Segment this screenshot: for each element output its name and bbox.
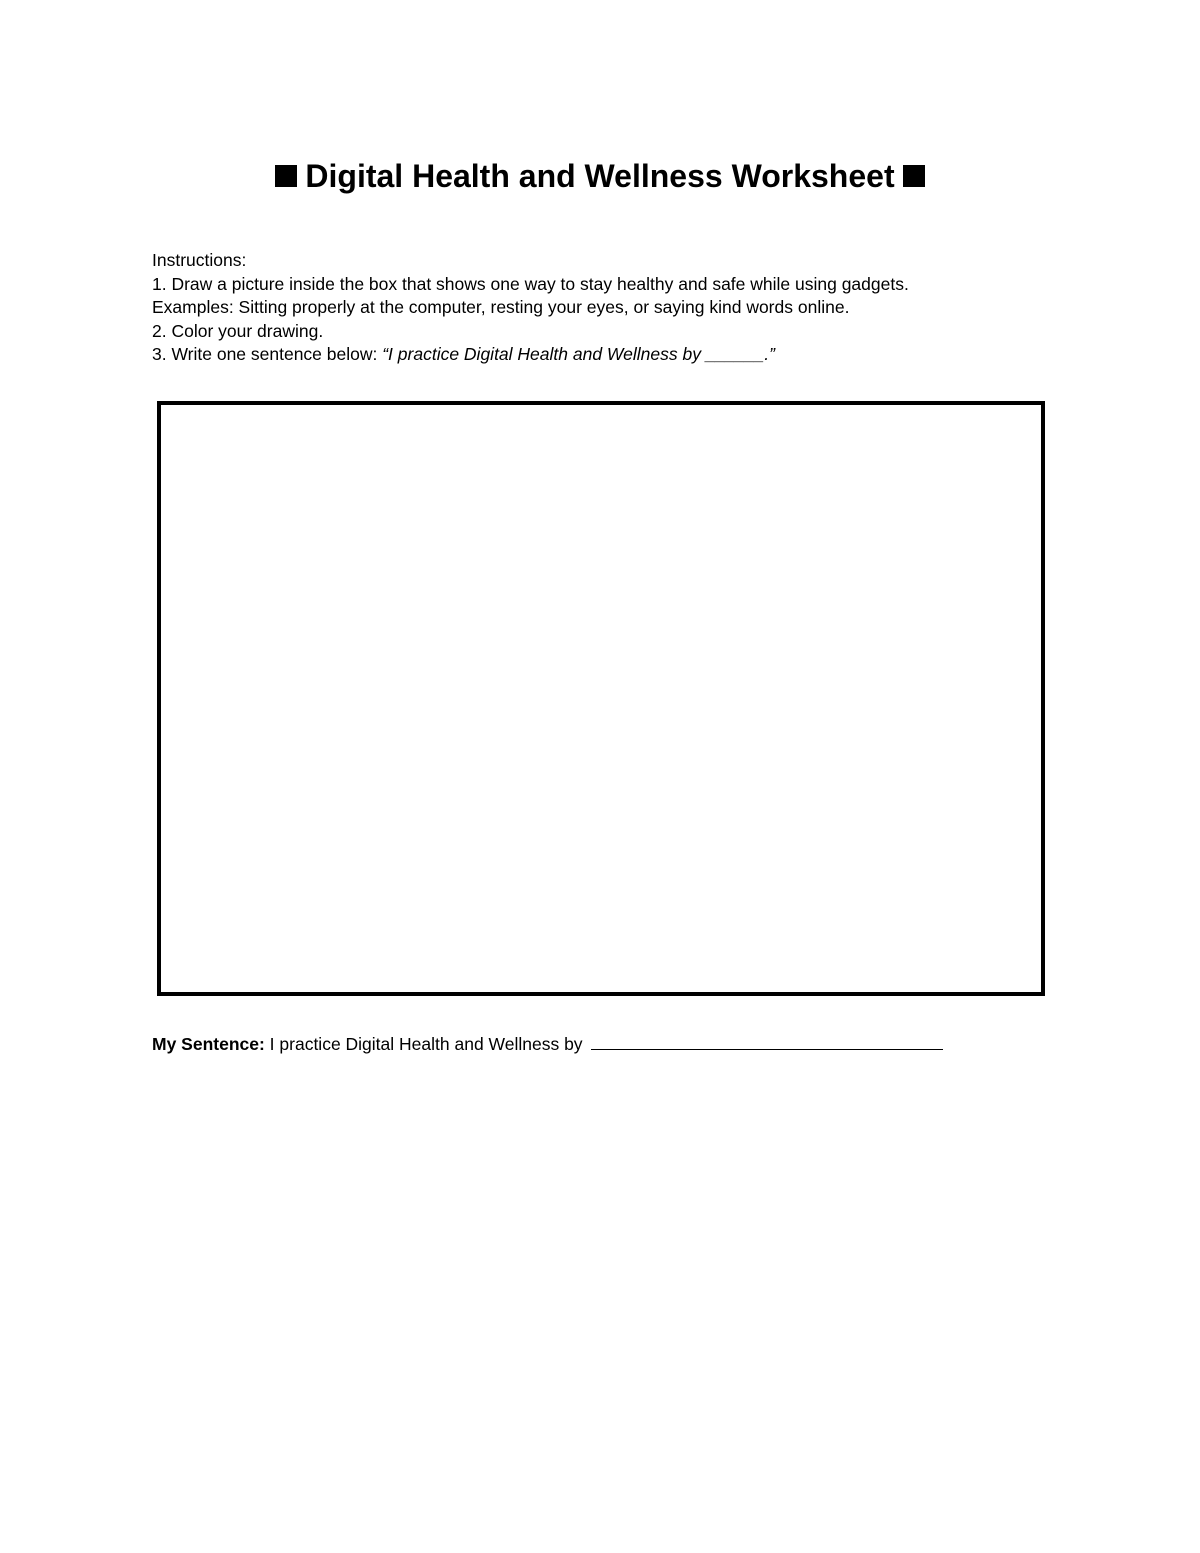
drawing-box[interactable]	[157, 401, 1045, 996]
title-text: Digital Health and Wellness Worksheet	[305, 158, 895, 194]
my-sentence-row	[152, 1033, 943, 1056]
sentence-label: My Sentence:	[152, 1034, 265, 1054]
instruction-step-3	[152, 343, 1112, 367]
black-square-icon	[903, 165, 925, 187]
black-square-icon	[275, 165, 297, 187]
instruction-step-1: 1. Draw a picture inside the box that shows one way to stay healthy and safe while using gadgets.	[152, 273, 909, 294]
page-title	[0, 154, 1200, 198]
instructions-block	[152, 249, 1112, 367]
sentence-text: I practice Digital Health and Wellness by	[264, 1034, 588, 1054]
sentence-answer-line[interactable]	[591, 1048, 943, 1050]
instruction-step-3-quote: “I practice Digital Health and Wellness by ______.”	[382, 344, 775, 364]
instruction-step-2: 2. Color your drawing.	[152, 320, 324, 341]
instructions-heading: Instructions:	[152, 250, 247, 270]
instruction-examples: Examples: Sitting properly at the computer, resting your eyes, or saying kind words online.	[152, 297, 850, 317]
instruction-step-3-prefix: 3. Write one sentence below:	[152, 344, 383, 364]
